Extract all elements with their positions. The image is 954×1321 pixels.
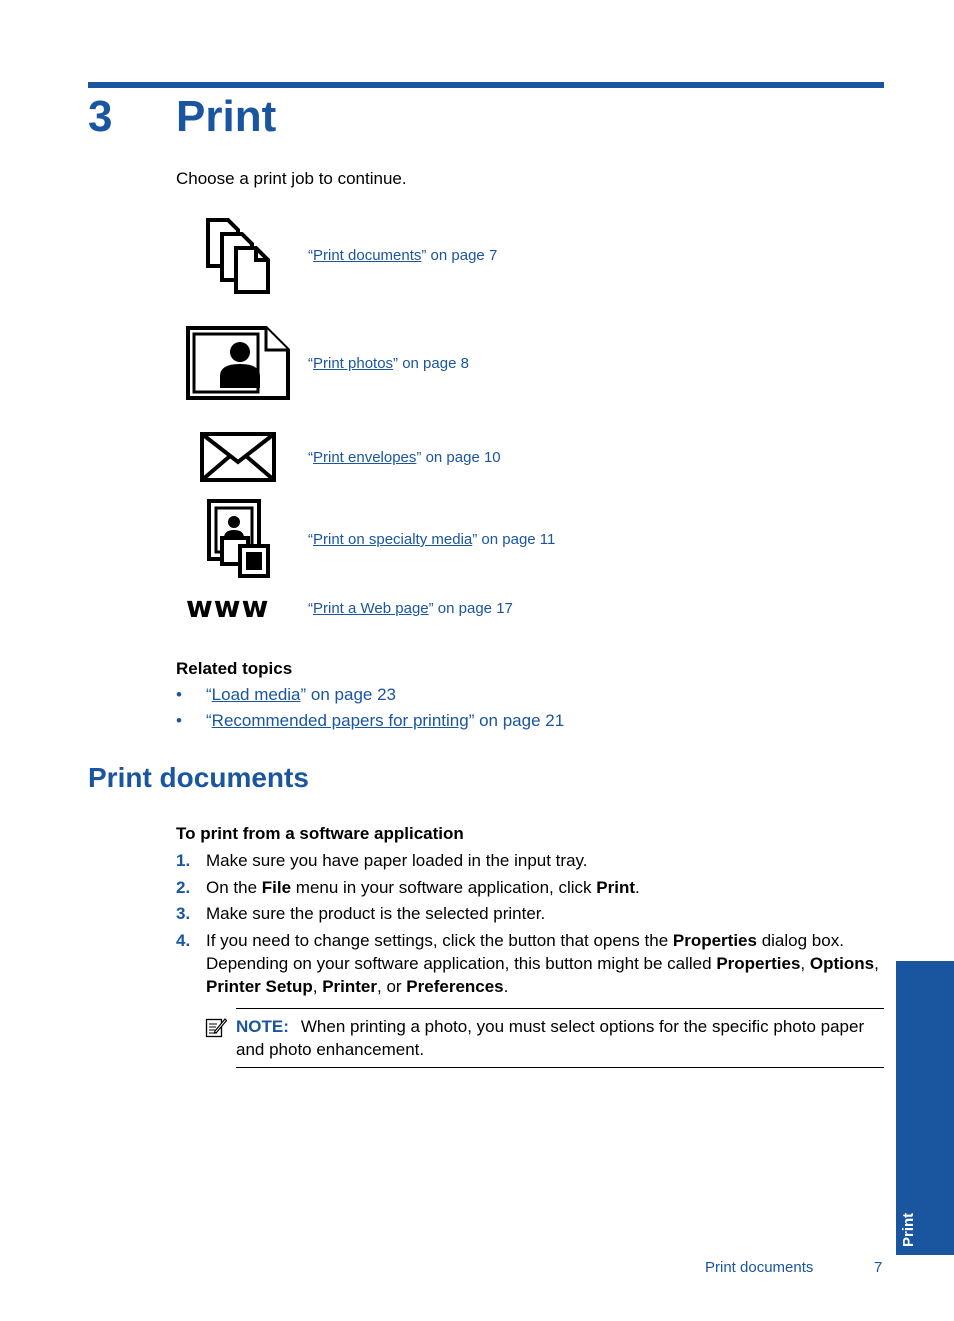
related-topics-heading: Related topics bbox=[176, 659, 293, 678]
note-icon bbox=[205, 1016, 227, 1043]
chapter-number: 3 bbox=[88, 92, 113, 141]
menu-name-file: File bbox=[261, 878, 292, 897]
task-link-print-documents[interactable]: “Print documents” on page 7 bbox=[308, 247, 498, 264]
note-label: NOTE: bbox=[236, 1017, 289, 1036]
section-heading: Print documents bbox=[88, 762, 309, 793]
step-number: 3. bbox=[176, 904, 191, 923]
note-box bbox=[236, 1008, 884, 1068]
step-number: 4. bbox=[176, 931, 191, 950]
step-1: 1. Make sure you have paper loaded in the input tray. bbox=[176, 851, 588, 870]
command-print: Print bbox=[596, 878, 635, 897]
chapter-rule bbox=[88, 82, 884, 88]
related-item-recommended-papers[interactable]: • “Recommended papers for printing” on page 21 bbox=[176, 711, 565, 730]
task-link-print-specialty-media[interactable]: “Print on specialty media” on page 11 bbox=[308, 531, 556, 548]
www-icon: www bbox=[186, 590, 270, 624]
bullet: • bbox=[176, 685, 182, 704]
chapter-title: Print bbox=[176, 92, 277, 141]
chapter-intro: Choose a print job to continue. bbox=[176, 169, 407, 188]
photo-icon bbox=[186, 326, 290, 400]
side-tab bbox=[896, 961, 954, 1255]
step-4: 4. If you need to change settings, click the button that opens the Properties dialog box. Depending on your software application, this button might be called Properties, Options, Printer Setup, Printer, or Preferences. bbox=[176, 931, 879, 996]
step-number: 2. bbox=[176, 878, 191, 897]
bullet: • bbox=[176, 711, 182, 730]
step-number: 1. bbox=[176, 851, 191, 870]
envelope-icon bbox=[200, 432, 276, 482]
task-link-print-photos[interactable]: “Print photos” on page 8 bbox=[308, 355, 469, 372]
related-item-load-media[interactable]: • “Load media” on page 23 bbox=[176, 685, 396, 704]
step-2: 2. On the File menu in your software application, click Print. bbox=[176, 878, 640, 897]
step-3: 3. Make sure the product is the selected printer. bbox=[176, 904, 546, 923]
task-link-print-envelopes[interactable]: “Print envelopes” on page 10 bbox=[308, 449, 501, 466]
documents-icon bbox=[204, 216, 272, 296]
specialty-media-icon bbox=[206, 498, 272, 580]
footer-page-number: 7 bbox=[874, 1259, 883, 1276]
side-tab-label: Print bbox=[900, 1212, 917, 1247]
procedure-heading: To print from a software application bbox=[176, 824, 464, 843]
task-link-print-web-page[interactable]: “Print a Web page” on page 17 bbox=[308, 600, 513, 617]
note-text: When printing a photo, you must select options for the specific photo paper and photo enhancement. bbox=[236, 1017, 865, 1059]
footer-section-title: Print documents bbox=[705, 1259, 814, 1276]
